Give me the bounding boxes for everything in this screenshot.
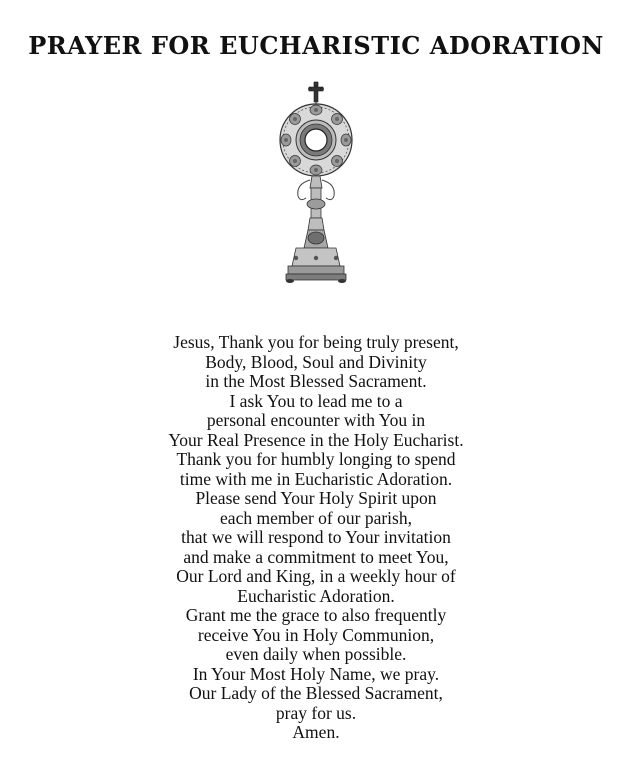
prayer-line: personal encounter with You in (206, 410, 426, 430)
monstrance-icon (266, 80, 366, 290)
prayer-line: Body, Blood, Soul and Divinity (205, 351, 427, 372)
prayer-line: that we will respond to Your invitation (181, 527, 451, 547)
prayer-line: even daily when possible. (225, 644, 407, 664)
prayer-line: Jesus, Thank you for being truly present, (173, 332, 459, 352)
prayer-line: each member of our parish, (220, 507, 412, 528)
prayer-line: Your Real Presence in the Holy Eucharist. (168, 429, 464, 450)
prayer-line: Our Lord and King, in a weekly hour of (176, 566, 456, 586)
prayer-line: I ask You to lead me to a (229, 390, 403, 411)
prayer-line: Our Lady of the Blessed Sacrament, (189, 683, 443, 703)
prayer-line: Grant me the grace to also frequently (185, 605, 447, 625)
prayer-line: Amen. (292, 722, 340, 742)
prayer-line: in the Most Blessed Sacrament. (205, 371, 427, 391)
page-title: PRAYER FOR EUCHARISTIC ADORATION (28, 31, 604, 60)
prayer-line: and make a commitment to meet You, (183, 546, 449, 567)
prayer-text (0, 333, 632, 743)
prayer-line: Thank you for humbly longing to spend (176, 449, 456, 469)
prayer-line: pray for us. (275, 702, 357, 723)
prayer-line: Eucharistic Adoration. (237, 585, 395, 606)
prayer-line: receive You in Holy Communion, (197, 624, 435, 645)
prayer-line: In Your Most Holy Name, we pray. (192, 663, 440, 684)
prayer-line: time with me in Eucharistic Adoration. (179, 468, 453, 489)
prayer-line: Please send Your Holy Spirit upon (195, 488, 437, 508)
